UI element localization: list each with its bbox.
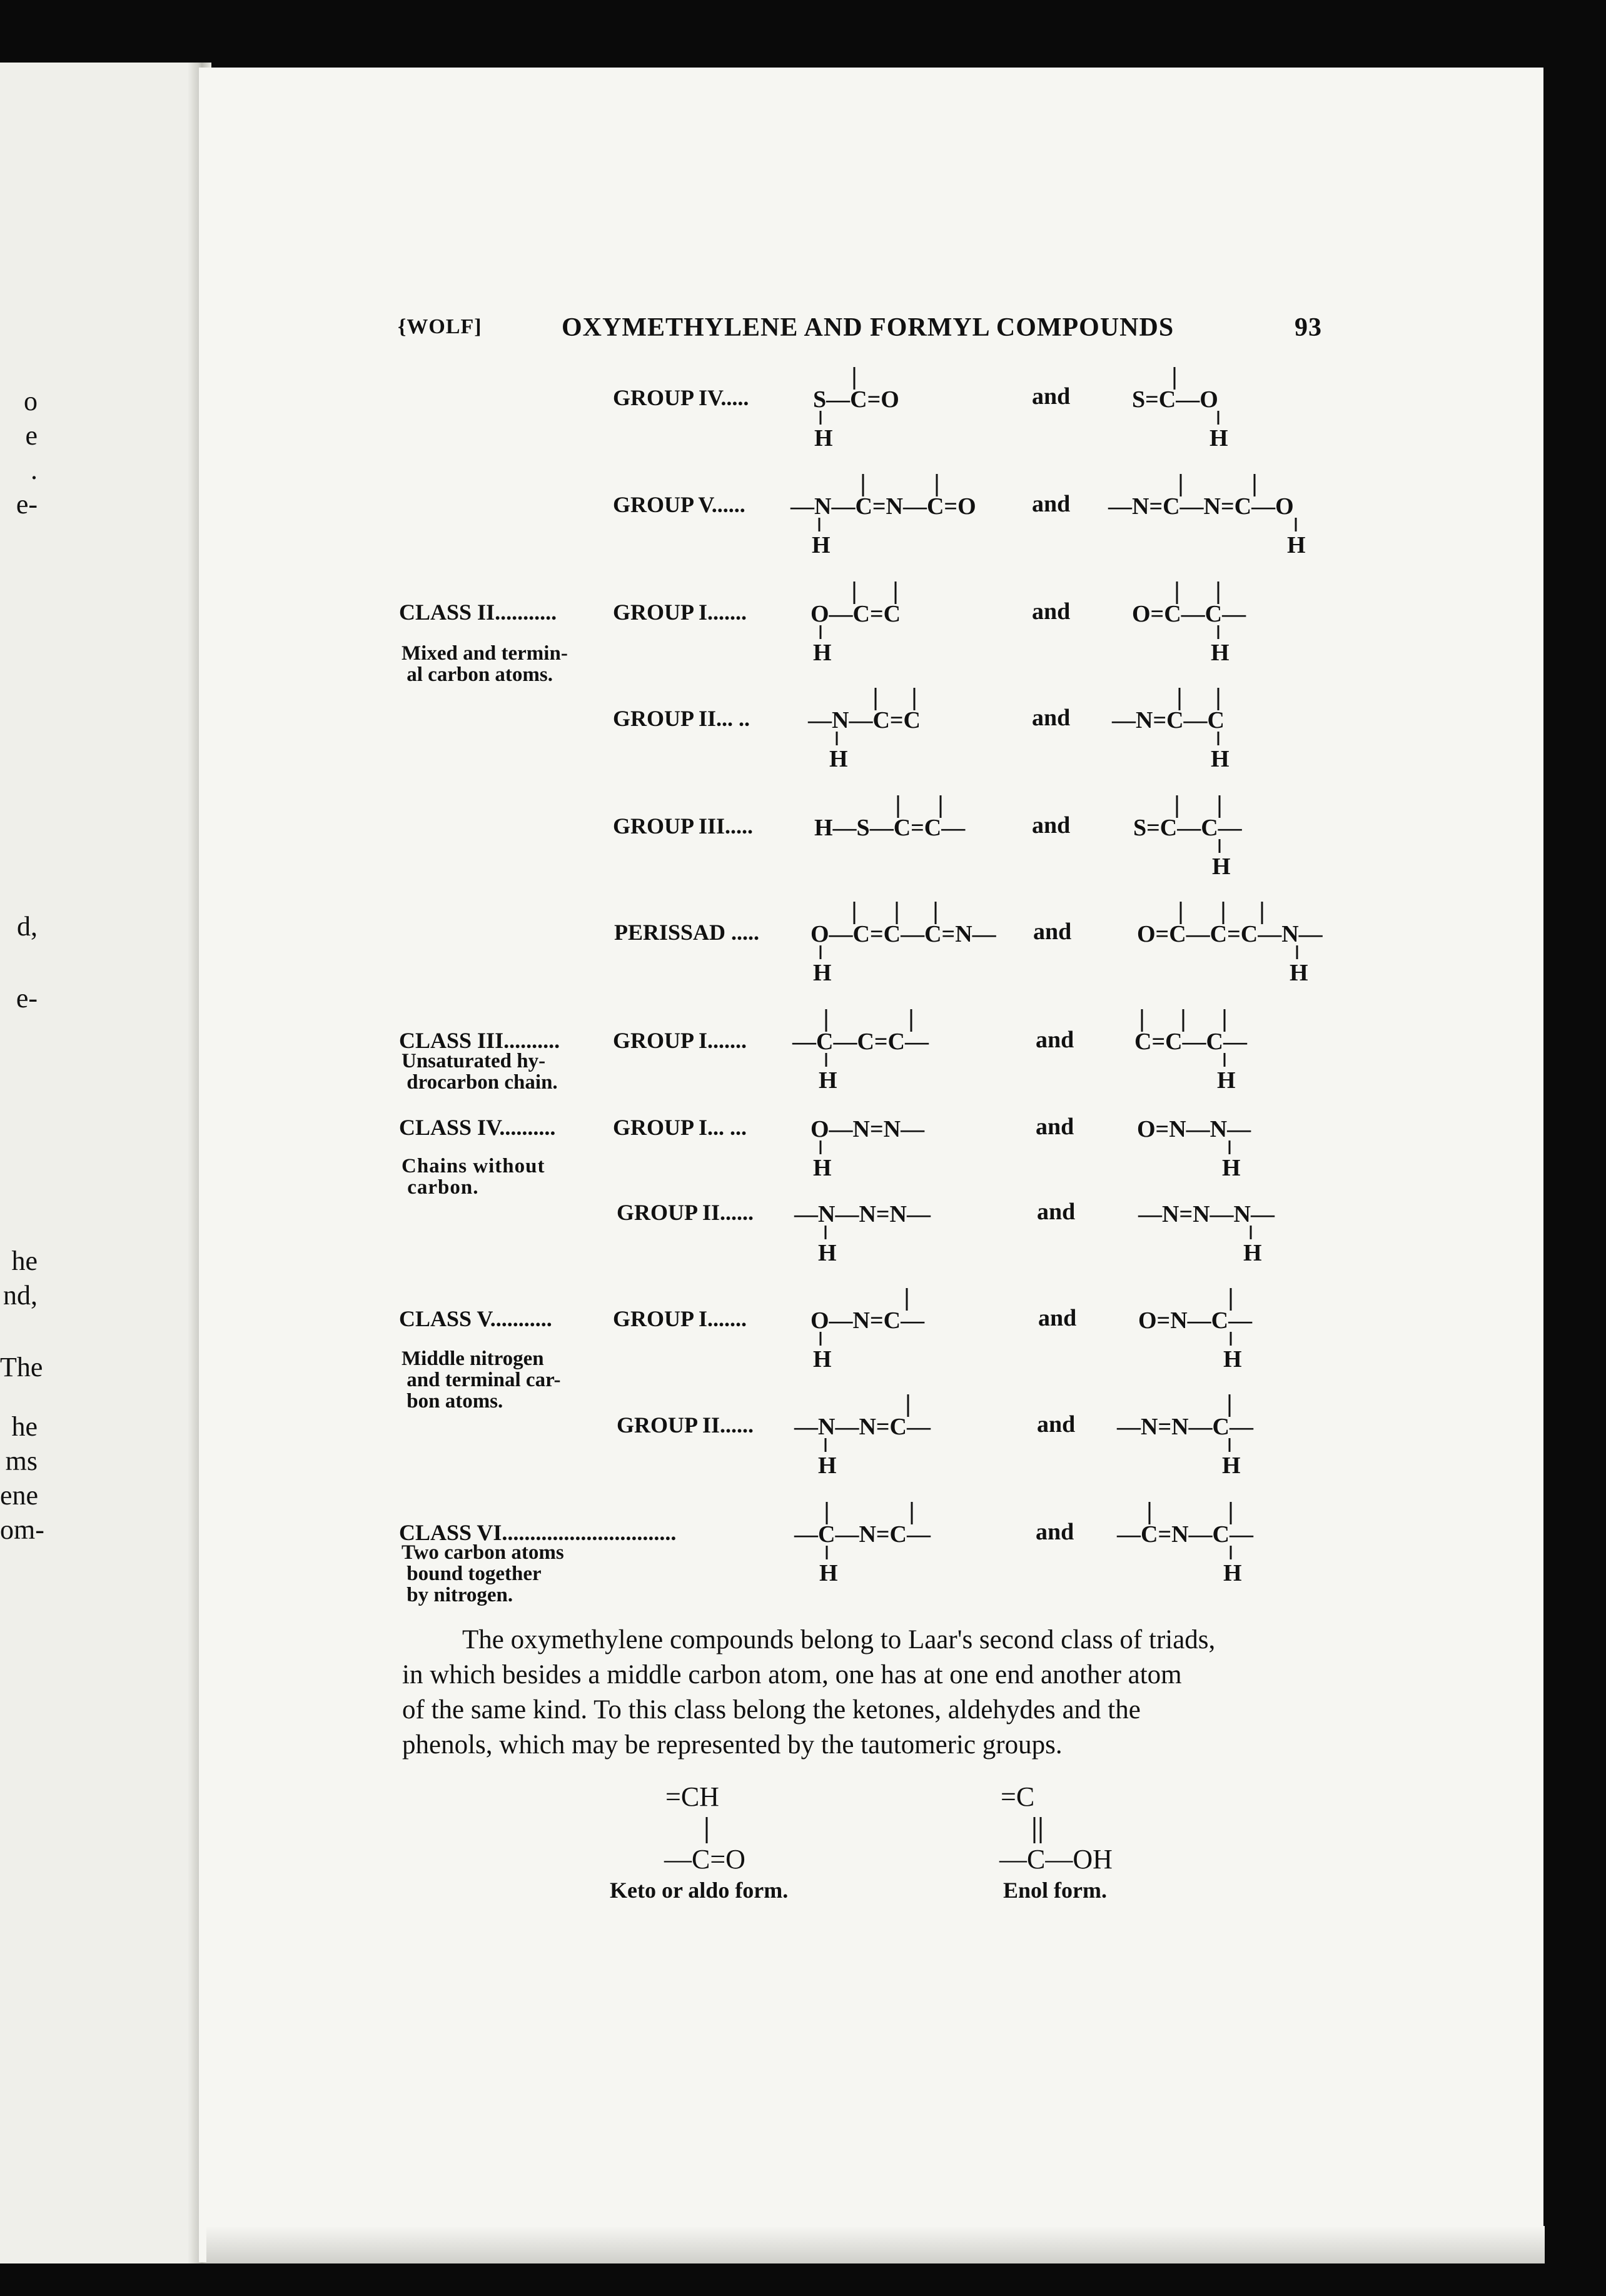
- group-label: GROUP III.....: [613, 813, 754, 838]
- page-number: 93: [1295, 313, 1322, 342]
- paragraph-line: The oxymethylene compounds belong to Laar's second class of triads,: [462, 1625, 1216, 1654]
- group-label: GROUP V......: [613, 492, 745, 517]
- svg-text:O—N=C—: O—N=C—: [811, 1307, 925, 1334]
- formula-left: [807, 1287, 951, 1372]
- formula-right: [1133, 1095, 1277, 1181]
- formula-right: [1129, 580, 1255, 666]
- and-word: and: [1032, 383, 1071, 410]
- svg-text:—N=C—N=C—O: —N=C—N=C—O: [1108, 493, 1294, 520]
- svg-text:—N—N=C—: —N—N=C—: [794, 1414, 931, 1440]
- svg-text:H: H: [818, 1240, 837, 1266]
- class-label: CLASS VI...............................: [399, 1520, 677, 1545]
- formula-left: [807, 687, 932, 772]
- svg-text:H: H: [819, 1560, 838, 1586]
- svg-text:H: H: [1211, 746, 1230, 772]
- group-label: GROUP I.......: [613, 1306, 747, 1331]
- and-word: and: [1032, 705, 1071, 731]
- left-fragment: he: [11, 1246, 38, 1276]
- class-description: Chains without carbon.: [402, 1155, 545, 1199]
- and-word: and: [1036, 1114, 1074, 1140]
- svg-text:O=N—N—: O=N—N—: [1137, 1116, 1251, 1142]
- left-fragment: e-: [16, 489, 38, 520]
- formula-right: [1116, 1393, 1272, 1479]
- group-label: GROUP I.......: [613, 1028, 747, 1053]
- svg-text:H: H: [1217, 1067, 1236, 1094]
- svg-text:—N=N—N—: —N=N—N—: [1138, 1201, 1275, 1227]
- svg-text:H: H: [1212, 853, 1231, 880]
- svg-text:C=C—C—: C=C—C—: [1134, 1029, 1247, 1055]
- svg-text:—C=N—C—: —C=N—C—: [1117, 1521, 1253, 1548]
- formula-right: [1137, 1181, 1293, 1266]
- svg-text:H: H: [1222, 1453, 1241, 1479]
- class-description: Mixed and termin- al carbon atoms.: [402, 642, 568, 686]
- svg-text:H: H: [1211, 640, 1230, 666]
- group-label: GROUP II......: [617, 1412, 754, 1438]
- formula-left: [807, 1095, 951, 1181]
- paragraph-line: phenols, which may be represented by the tautomeric groups.: [402, 1730, 1063, 1760]
- class-label: CLASS V...........: [399, 1306, 552, 1331]
- svg-text:O—C=C: O—C=C: [811, 601, 901, 627]
- formula-left: [791, 1008, 954, 1094]
- left-fragment: ene: [0, 1480, 39, 1511]
- formula-left: [793, 1181, 949, 1266]
- svg-text:H: H: [814, 425, 833, 451]
- left-fragment: om-: [0, 1514, 44, 1545]
- and-word: and: [1036, 1519, 1074, 1545]
- enol-top: =C: [1001, 1781, 1035, 1812]
- svg-text:O=C—C=C—N—: O=C—C=C—N—: [1137, 921, 1323, 947]
- and-word: and: [1032, 812, 1071, 838]
- class-description: Middle nitrogen and terminal car- bon atoms.: [402, 1347, 561, 1412]
- formula-right: [1133, 900, 1346, 986]
- keto-top: =CH: [665, 1781, 719, 1812]
- left-page-sliver: [0, 63, 195, 2263]
- class-label: CLASS IV..........: [399, 1115, 556, 1140]
- svg-text:H: H: [1222, 1155, 1241, 1181]
- svg-text:S—C=O: S—C=O: [813, 386, 899, 413]
- formula-left: [789, 473, 996, 558]
- running-title: OXYMETHYLENE AND FORMYL COMPOUNDS: [562, 313, 1174, 342]
- svg-text:H: H: [1243, 1240, 1262, 1266]
- formula-right: [1116, 1501, 1272, 1586]
- left-fragment: e: [25, 420, 38, 451]
- group-label: GROUP I... ...: [613, 1115, 747, 1140]
- left-fragment: he: [11, 1411, 38, 1442]
- enol-form-formula: [998, 1781, 1136, 1887]
- class-label: CLASS II...........: [399, 600, 557, 625]
- and-word: and: [1033, 919, 1072, 945]
- svg-text:H: H: [1210, 425, 1228, 451]
- formula-right: [1132, 794, 1270, 880]
- formula-right: [1134, 1287, 1278, 1372]
- enol-bottom: —C—OH: [999, 1844, 1113, 1875]
- left-fragment: The: [0, 1352, 43, 1382]
- svg-text:—C—N=C—: —C—N=C—: [794, 1521, 931, 1548]
- page-bottom-shadow: [206, 2226, 1545, 2263]
- left-fragment: nd,: [3, 1280, 38, 1311]
- group-label: GROUP II... ..: [613, 706, 750, 731]
- formula-right: [1111, 687, 1248, 772]
- svg-text:H: H: [1223, 1346, 1242, 1372]
- svg-text:H: H: [829, 746, 848, 772]
- keto-bottom: —C=O: [664, 1844, 745, 1875]
- formula-left: [807, 900, 1019, 986]
- enol-caption: Enol form.: [1003, 1878, 1107, 1903]
- formula-right: [1133, 1008, 1271, 1094]
- keto-form-formula: [663, 1781, 788, 1887]
- and-word: and: [1032, 598, 1071, 625]
- formula-left: [813, 794, 976, 844]
- svg-text:—N—N=N—: —N—N=N—: [794, 1201, 931, 1227]
- left-fragment: ms: [5, 1446, 38, 1476]
- svg-text:O—N=N—: O—N=N—: [811, 1116, 925, 1142]
- running-author: {WOLF]: [398, 315, 482, 338]
- class-description: Two carbon atoms bound together by nitrogen.: [402, 1541, 564, 1606]
- svg-text:H: H: [813, 1155, 832, 1181]
- svg-text:S=C—O: S=C—O: [1132, 386, 1218, 413]
- svg-text:O=C—C—: O=C—C—: [1132, 601, 1246, 627]
- formula-right: [1126, 366, 1238, 451]
- and-word: and: [1038, 1305, 1077, 1331]
- svg-text:—C—C=C—: —C—C=C—: [792, 1029, 929, 1055]
- svg-text:—N—C=C: —N—C=C: [808, 707, 921, 733]
- paragraph-line: of the same kind. To this class belong the ketones, aldehydes and the: [402, 1695, 1141, 1725]
- left-fragment: o: [24, 386, 38, 416]
- formula-left: [807, 580, 913, 666]
- group-label: GROUP I.......: [613, 600, 747, 625]
- svg-text:H: H: [1223, 1560, 1242, 1586]
- svg-text:H: H: [1290, 960, 1308, 986]
- svg-text:H—S—C=C—: H—S—C=C—: [814, 815, 966, 841]
- formula-left: [807, 366, 907, 451]
- keto-caption: Keto or aldo form.: [610, 1878, 789, 1903]
- and-word: and: [1036, 1027, 1074, 1053]
- formula-left: [793, 1501, 949, 1586]
- svg-text:O=N—C—: O=N—C—: [1138, 1307, 1253, 1334]
- and-word: and: [1037, 1411, 1076, 1438]
- svg-text:O—C=C—C=N—: O—C=C—C=N—: [811, 921, 996, 947]
- and-word: and: [1032, 491, 1071, 517]
- left-fragment: d,: [17, 911, 38, 942]
- group-label: PERISSAD .....: [614, 920, 760, 945]
- and-word: and: [1037, 1199, 1076, 1225]
- left-fragment: .: [31, 455, 38, 485]
- formula-right: [1107, 473, 1313, 558]
- svg-text:—N=N—C—: —N=N—C—: [1117, 1414, 1253, 1440]
- svg-text:S=C—C—: S=C—C—: [1133, 815, 1242, 841]
- svg-text:H: H: [813, 960, 832, 986]
- svg-text:H: H: [813, 640, 832, 666]
- body-paragraph: [402, 1623, 1346, 1763]
- svg-text:H: H: [1287, 532, 1306, 558]
- class-label: CLASS III..........: [399, 1028, 560, 1053]
- svg-text:—N=C—C: —N=C—C: [1112, 707, 1225, 733]
- paragraph-line: in which besides a middle carbon atom, one has at one end another atom: [402, 1660, 1182, 1689]
- svg-text:H: H: [813, 1346, 832, 1372]
- group-label: GROUP II......: [617, 1200, 754, 1225]
- left-fragment: e-: [16, 983, 38, 1014]
- group-label: GROUP IV.....: [613, 385, 749, 410]
- class-description: Unsaturated hy- drocarbon chain.: [402, 1050, 558, 1094]
- svg-text:H: H: [819, 1067, 837, 1094]
- formula-left: [793, 1393, 949, 1479]
- svg-text:H: H: [818, 1453, 837, 1479]
- svg-text:H: H: [812, 532, 831, 558]
- svg-text:—N—C=N—C=O: —N—C=N—C=O: [790, 493, 976, 520]
